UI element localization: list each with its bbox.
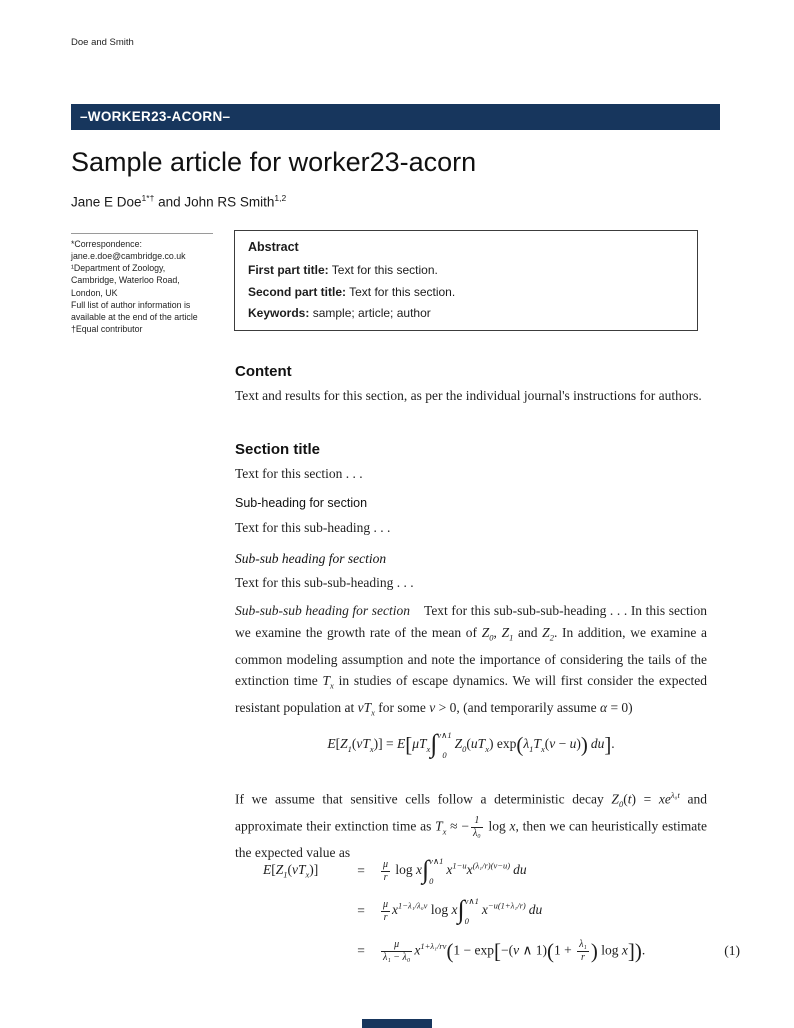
- subsub-paragraph: Text for this sub-sub-heading . . .: [235, 575, 414, 590]
- author-2: John RS Smith: [184, 194, 275, 210]
- footer-bar: [362, 1019, 432, 1028]
- equation-rhs: $\frac{\mu}{r}$ log x∫ v∧1 0 $x^{1-u}x^{(\lambda_1/r)(v-u)}$ du: [383, 855, 527, 886]
- equation-rhs: $\frac{\mu}{r}$ $x^{1-\lambda_1/\lambda_0v}$ log x∫ v∧1 0 $x^{-u(1+\lambda_1/r)}$ du: [383, 895, 543, 926]
- equation-row-3: [235, 931, 740, 971]
- author-2-affiliation: 1,2: [274, 193, 287, 203]
- sidebar-divider: [71, 233, 213, 234]
- subsub-heading: Sub-sub heading for section: [235, 551, 387, 566]
- decay-paragraph: If we assume that sensitive cells follow a deterministic decay $Z_0(t) = xe^{\lambda_0t}$ and approximate their extinction time as $T_x$ ≈ − $\frac{1}{\text{λ₀}}$ log x, then we can heuristically estimate the expected value as: [235, 790, 708, 861]
- abstract-row-label: First part title:: [248, 263, 329, 277]
- keywords-text: sample; article; author: [309, 306, 431, 320]
- author-1: Jane E Doe: [71, 194, 142, 210]
- subsubsub-paragraph: Sub-sub-sub heading for section Text for this sub-sub-sub-heading . . . In this section we examine the growth rate of the mean of $Z_0$, $Z_1$ and $Z_2$. In addition, we examine a common modeling assumption and note the importance of considering the tails of the extinction time $T_x$ in studies of escape dynamics. We will first consider the expected resistant population at $vT_x$ for some v > 0, (and temporarily assume α = 0): [235, 603, 708, 719]
- equal-contributor-note: †Equal contributor: [71, 323, 143, 334]
- display-equation: $E[Z_1(vT_x)] = E[\mu T_x\int$ v∧1 0 $Z_0(uT_x) \exp(\lambda_1T_x(v - u))$ du].: [327, 729, 615, 760]
- equals-sign: =: [357, 903, 365, 918]
- equation-rhs: $\frac{\mu}{\text{λ₁ − λ₀}}$ $x^{1+\lambda_1/rv}(1 - \exp[-(v$ ∧ 1)(1 + $\frac{\text{λ₁}}{r}$ ) log x]).: [383, 938, 646, 963]
- journal-banner: –WORKER23-ACORN–: [71, 104, 720, 130]
- content-heading: Content: [235, 363, 292, 380]
- author-info-note: available at the end of the article: [71, 311, 198, 322]
- section-paragraph: Text for this section . . .: [235, 466, 363, 481]
- equation-row-1: [235, 851, 740, 891]
- equals-sign: =: [357, 943, 365, 958]
- section-heading: Section title: [235, 441, 321, 458]
- correspondence-line: *Correspondence:: [71, 239, 142, 249]
- affiliation-line: Cambridge, Waterloo Road,: [71, 275, 180, 286]
- author-info-note: Full list of author information is: [71, 299, 191, 310]
- equals-sign: =: [357, 863, 365, 878]
- correspondence-block: [71, 238, 229, 335]
- authors-connector: and: [154, 194, 185, 210]
- keywords-label: Keywords:: [248, 306, 310, 320]
- affiliation-line: London, UK: [71, 287, 118, 298]
- sub-paragraph: Text for this sub-heading . . .: [235, 520, 391, 535]
- article-title: Sample article for worker23-acorn: [71, 147, 477, 177]
- content-paragraph: Text and results for this section, as per the individual journal's instructions for authors.: [235, 388, 702, 403]
- equation-row-2: [235, 891, 740, 931]
- abstract-row-text: Text for this section.: [328, 263, 438, 277]
- affiliation-line: ¹Department of Zoology,: [71, 263, 166, 274]
- sub-heading: Sub-heading for section: [235, 496, 368, 510]
- author-1-affiliation: 1*†: [141, 193, 155, 203]
- correspondence-email: jane.e.doe@cambridge.co.uk: [71, 251, 186, 262]
- abstract-heading: Abstract: [248, 240, 299, 254]
- running-head: Doe and Smith: [71, 37, 134, 48]
- abstract-row-text: Text for this section.: [346, 284, 456, 299]
- abstract-row-label: Second part title:: [248, 284, 347, 299]
- equation-lhs: $E[Z_1(vT_x)]$: [263, 862, 319, 880]
- equation-array: [235, 851, 740, 971]
- equation-number: (1): [724, 943, 740, 958]
- main-column: [235, 0, 740, 1028]
